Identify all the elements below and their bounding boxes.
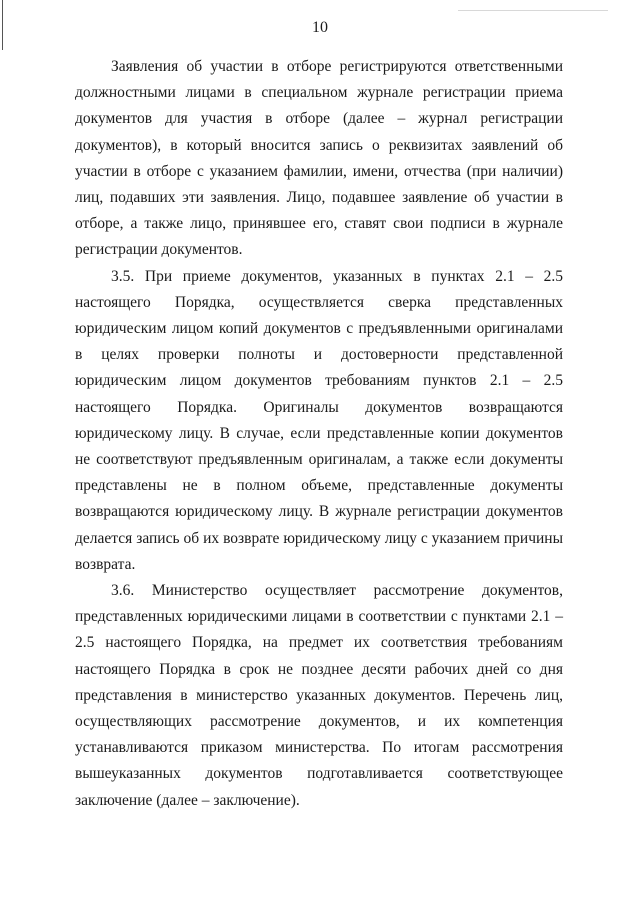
scan-artifact-line bbox=[458, 10, 608, 11]
paragraph-registration: Заявления об участии в отборе регистрируются ответственными должностными лицами в специальном журнале регистрации приема документов для участия в отборе (далее – журнал регистрации документов), в который вносится запись о реквизитах заявлений об участии в отборе с указанием фамилии, имени, отчества (при наличии) лиц, подавших эти заявления. Лицо, подавшее заявление об участии в отборе, а также лицо, принявшее его, ставят свои подписи в журнале регистрации документов. bbox=[75, 58, 563, 259]
paragraph-3-6: 3.6. Министерство осуществляет рассмотрение документов, представленных юридическими лицами в соответствии с пунктами 2.1 – 2.5 настоящего Порядка, на предмет их соответствия требованиям настоящего Порядка в срок не позднее десяти рабочих дней со дня представления в министерство указанных документов. Перечень лиц, осуществляющих рассмотрение документов, и их компетенция устанавливаются приказом министерства. По итогам рассмотрения вышеуказанных документов подготавливается соответствующее заключение (далее – заключение). bbox=[75, 582, 563, 809]
paragraph-3-5: 3.5. При приеме документов, указанных в пунктах 2.1 – 2.5 настоящего Порядка, осуществляется сверка представленных юридическим лицом копий документов с предъявленными оригиналами в целях проверки полноты и достоверности представленной юридическим лицом документов требованиям пунктов 2.1 – 2.5 настоящего Порядка. Оригиналы документов возвращаются юридическому лицу. В случае, если представленные копии документов не соответствуют предъявленным оригиналам, а также если документы представлены не в полном объеме, представленные документы возвращаются юридическому лицу. В журнале регистрации документов делается запись об их возврате юридическому лицу с указанием причины возврата. bbox=[75, 267, 563, 573]
page-number: 10 bbox=[312, 19, 328, 36]
document-body bbox=[75, 54, 563, 814]
